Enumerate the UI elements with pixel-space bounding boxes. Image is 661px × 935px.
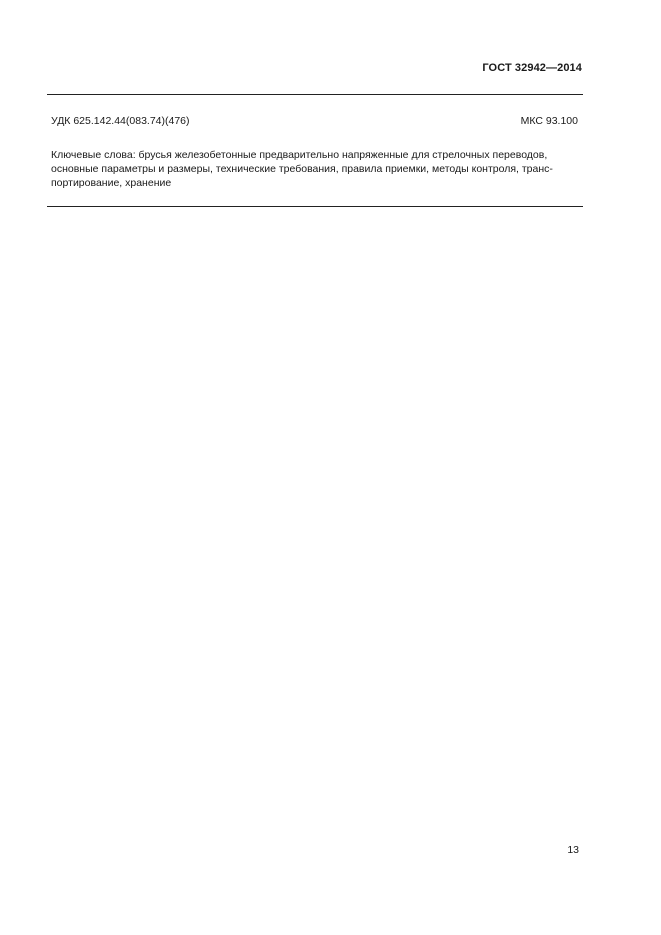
keywords-line: портирование, хранение <box>51 177 172 189</box>
keywords-line: Ключевые слова: брусья железобетонные предварительно напряженные для стрелочных переводов, <box>51 149 548 161</box>
top-divider <box>47 94 583 95</box>
udc-code: УДК 625.142.44(083.74)(476) <box>51 115 190 127</box>
document-number: ГОСТ 32942—2014 <box>482 62 582 74</box>
page-number: 13 <box>567 844 579 856</box>
bottom-divider <box>47 206 583 207</box>
classification-row <box>51 115 578 127</box>
keywords-block <box>51 148 581 190</box>
ics-code: МКС 93.100 <box>520 115 578 127</box>
keywords-line: основные параметры и размеры, технические требования, правила приемки, методы контроля, транс- <box>51 163 553 175</box>
